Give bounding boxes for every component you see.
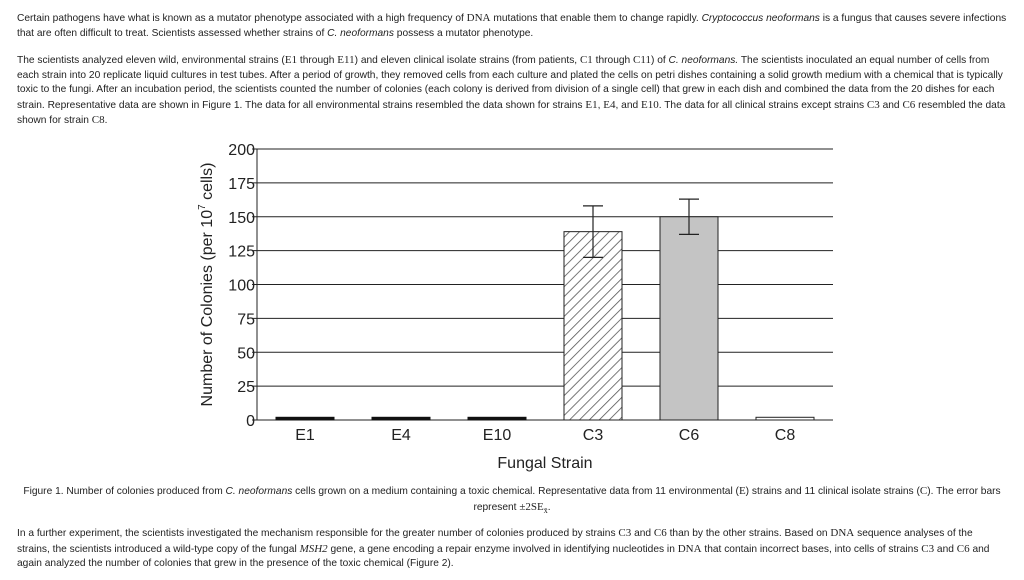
methods-text: ) and eleven clinical isolate strains (from patients, [354, 55, 580, 66]
y-tick-label: 75 [237, 311, 255, 329]
caption-text: cells grown on a medium containing a toxic chemical. Representative data from 11 environmental ( [292, 486, 739, 497]
caption-se-sub: x̄ [543, 505, 548, 515]
methods-species: C. neoformans. [668, 55, 739, 66]
methods-strain: E10 [641, 98, 659, 111]
methods-strain: C6 [902, 98, 916, 111]
x-axis-label: Fungal Strain [497, 455, 593, 472]
methods-text: , [597, 99, 604, 111]
further-text: and again analyzed the number of colonies that grew in the presence of the toxic chemical (Figure 2). [17, 543, 990, 570]
methods-strain: C3 [866, 98, 880, 111]
caption-text: ). The error bars represent [473, 486, 1001, 513]
bar-c6 [660, 217, 718, 420]
y-tick-labels [228, 142, 255, 430]
bar-c8 [756, 417, 814, 420]
methods-text: and [879, 99, 903, 111]
further-strain: C6 [653, 527, 667, 539]
methods-strain: E1 [585, 98, 598, 111]
y-tick-label: 100 [228, 277, 255, 295]
methods-text: through [297, 55, 338, 66]
caption-text: ) strains and 11 clinical isolate strains ( [745, 486, 920, 497]
intro-species-full: Cryptococcus neoformans [701, 13, 820, 24]
further-text: In a further experiment, the scientists investigated the mechanism responsible for the greater number of colonies produced by strains [17, 528, 619, 539]
methods-strain: E11 [337, 54, 355, 66]
further-text: gene, a gene encoding a repair enzyme involved in identifying nucleotides in [327, 543, 678, 555]
further-text: and [934, 543, 957, 555]
figure-1-bar-chart [150, 136, 850, 476]
caption-text: Figure 1. Number of colonies produced from [23, 486, 226, 497]
methods-text: The scientists inoculated an equal number of cells from each strain into 20 replicate liquid cultures in test tubes. After a period of growth, they removed cells from each culture and plated the cells on petri dishes containing a solid growth medium with a chemical that is typically toxic to the fungi. After an incubation period, the scientists counted the number of colonies (each colony is derived from division of a single cell) that grew in each dish and combined the data from the 20 dishes for each strain. Representative data are shown in Figure 1. The data for all environmental strains resembled the data shown for strains [17, 55, 1003, 111]
methods-paragraph [17, 53, 1007, 129]
methods-strain: E4 [603, 98, 616, 111]
further-text: that contain incorrect bases, into cells of strains [701, 543, 922, 555]
methods-text: ) of [650, 55, 669, 66]
methods-strain: E1 [284, 54, 298, 66]
methods-text: The scientists analyzed eleven wild, environmental strains ( [17, 55, 285, 66]
y-tick-label: 150 [228, 209, 255, 227]
further-text: than by the other strains. Based on [666, 528, 831, 539]
y-axis-label-end: cells) [199, 162, 216, 205]
bar-e4 [372, 417, 430, 420]
bar-c3 [564, 232, 622, 420]
caption-se: ±2SE [519, 500, 544, 513]
y-axis-label-main: Number of Colonies (per 10 [199, 209, 216, 407]
further-dna: DNA [677, 542, 702, 555]
further-paragraph [17, 526, 1007, 572]
methods-text: through [592, 55, 634, 66]
x-tick-labels [295, 427, 795, 444]
bar-e10 [468, 417, 526, 420]
x-tick-label-e4: E4 [391, 427, 411, 444]
y-axis-label [197, 163, 216, 407]
intro-paragraph [17, 11, 1007, 41]
caption-text: . [547, 501, 551, 513]
intro-species-short: C. neoformans [327, 27, 394, 39]
bar-e1 [276, 417, 334, 420]
further-strain: C3 [618, 527, 632, 539]
y-tick-label: 25 [237, 379, 255, 397]
caption-c: C [919, 485, 928, 497]
further-gene: MSH2 [299, 542, 328, 555]
intro-text-1: Certain pathogens have what is known as a mutator phenotype associated with a high frequency of [17, 13, 467, 24]
figure-caption [17, 484, 1007, 518]
methods-strain: C1 [579, 54, 593, 66]
further-dna: DNA [830, 527, 855, 539]
x-tick-label-e10: E10 [482, 427, 512, 444]
further-strain: C3 [921, 542, 935, 555]
methods-text: . [104, 115, 108, 127]
methods-strain: C11 [633, 54, 651, 66]
intro-text-3: is a fungus that causes severe infections that are often difficult to treat. Scientists assessed whether strains of [17, 13, 1007, 39]
intro-dna: DNA [466, 12, 491, 24]
y-tick-label: 125 [228, 243, 255, 261]
y-tick-label: 200 [228, 142, 255, 159]
caption-e: E [738, 485, 746, 497]
methods-text: resembled the data shown for strain [17, 99, 1006, 127]
x-tick-label-c6: C6 [678, 427, 700, 444]
methods-text: . The data for all clinical strains except strains [658, 99, 867, 111]
x-tick-label-c8: C8 [774, 427, 796, 444]
chart-bars [276, 199, 814, 420]
x-tick-label-e1: E1 [295, 427, 315, 444]
y-tick-label: 175 [228, 175, 255, 193]
methods-strain: C8 [91, 114, 105, 127]
methods-text: , and [615, 99, 641, 111]
caption-species: C. neoformans [225, 486, 293, 497]
intro-text-2: mutations that enable them to change rapidly. [490, 13, 702, 24]
further-text: and [631, 528, 654, 539]
further-text: sequence analyses of the strains, the scientists introduced a wild-type copy of the fungal [17, 528, 973, 555]
y-tick-label: 50 [237, 345, 255, 363]
y-tick-label: 0 [246, 413, 255, 430]
chart-grid [252, 149, 833, 420]
intro-text-4: possess a mutator phenotype. [393, 27, 534, 39]
y-axis-label-sup: 7 [197, 204, 208, 210]
further-strain: C6 [956, 542, 970, 555]
x-tick-label-c3: C3 [582, 427, 604, 444]
